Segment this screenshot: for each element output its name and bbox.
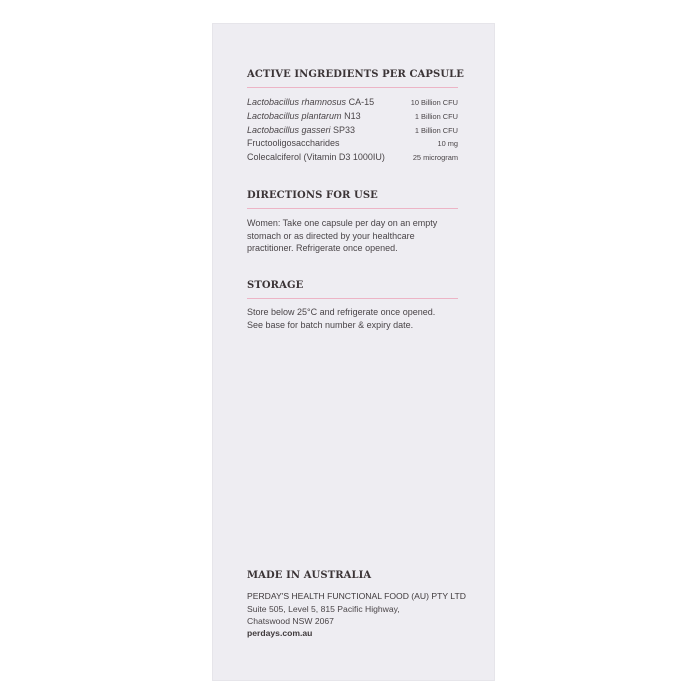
directions-heading: DIRECTIONS FOR USE bbox=[247, 190, 378, 201]
ingredient-row bbox=[247, 110, 458, 124]
address-line: Suite 505, Level 5, 815 Pacific Highway, bbox=[247, 603, 400, 614]
ingredient-amount: 25 microgram bbox=[412, 153, 458, 163]
ingredient-row bbox=[247, 137, 458, 151]
ingredient-name bbox=[247, 124, 355, 138]
ingredient-species: Lactobacillus gasseri bbox=[247, 124, 331, 135]
ingredient-amount: 10 mg bbox=[437, 139, 458, 149]
directions-divider bbox=[247, 208, 458, 209]
ingredient-species: Lactobacillus plantarum bbox=[247, 110, 342, 121]
ingredient-name bbox=[247, 110, 361, 124]
storage-text bbox=[247, 306, 462, 331]
ingredients-table bbox=[247, 96, 458, 165]
ingredient-strain: Colecalciferol (Vitamin D3 1000IU) bbox=[247, 152, 385, 163]
ingredient-strain: Fructooligosaccharides bbox=[247, 138, 340, 149]
address-line: Chatswood NSW 2067 bbox=[247, 616, 334, 626]
ingredient-row bbox=[247, 151, 458, 165]
directions-line: stomach or as directed by your healthcare bbox=[247, 230, 415, 241]
company-name: PERDAY'S HEALTH FUNCTIONAL FOOD (AU) PTY LTD bbox=[247, 591, 466, 601]
website-url: perdays.com.au bbox=[247, 628, 313, 638]
ingredient-amount: 1 Billion CFU bbox=[414, 111, 458, 121]
ingredient-row bbox=[247, 124, 458, 138]
ingredient-row bbox=[247, 96, 458, 110]
directions-line: practitioner. Refrigerate once opened. bbox=[247, 243, 398, 253]
origin-heading: MADE IN AUSTRALIA bbox=[247, 570, 372, 581]
ingredient-species: Lactobacillus rhamnosus bbox=[247, 97, 347, 107]
ingredient-strain: N13 bbox=[341, 110, 361, 121]
directions-text bbox=[247, 217, 462, 255]
ingredient-amount: 10 Billion CFU bbox=[410, 98, 458, 107]
directions-line: Women: Take one capsule per day on an empty bbox=[247, 218, 438, 228]
manufacturer-details bbox=[247, 590, 466, 628]
storage-line: Store below 25°C and refrigerate once opened. bbox=[247, 307, 436, 317]
ingredient-name bbox=[247, 151, 385, 165]
ingredient-amount: 1 Billion CFU bbox=[414, 125, 458, 135]
ingredient-name bbox=[247, 96, 374, 110]
storage-heading: STORAGE bbox=[247, 280, 304, 291]
storage-line: See base for batch number & expiry date. bbox=[247, 319, 414, 330]
ingredients-heading: ACTIVE INGREDIENTS PER CAPSULE bbox=[247, 69, 465, 80]
ingredients-divider bbox=[247, 87, 458, 88]
ingredient-strain: SP33 bbox=[330, 124, 356, 135]
product-label-panel bbox=[213, 24, 494, 680]
storage-divider bbox=[247, 298, 458, 299]
ingredient-strain: CA-15 bbox=[346, 97, 375, 107]
ingredient-name bbox=[247, 137, 340, 151]
